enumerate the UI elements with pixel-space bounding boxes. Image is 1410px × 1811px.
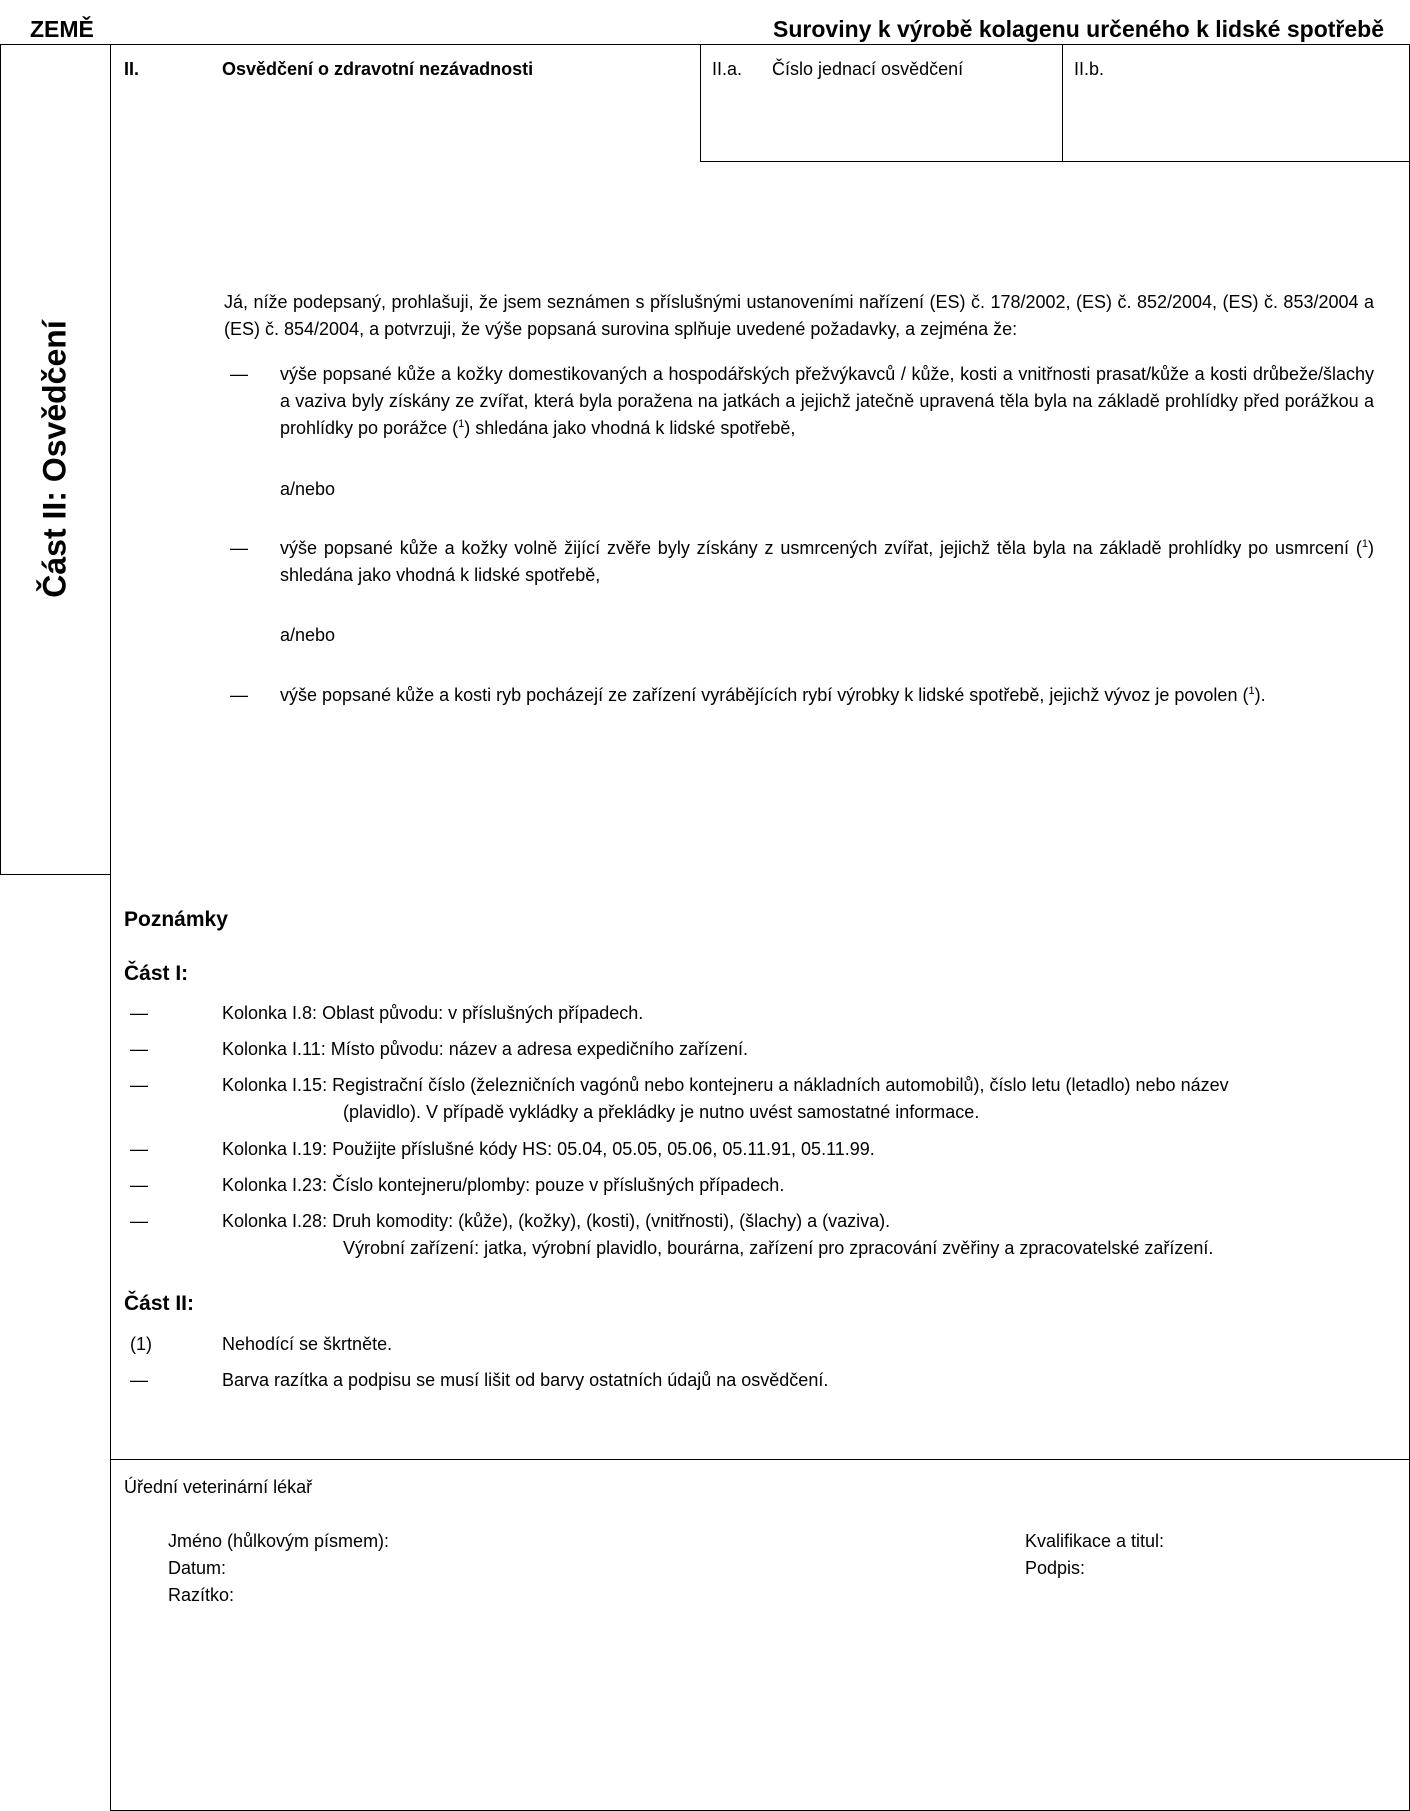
note-dash: — [130,1175,148,1195]
certification-dash-1: — [230,364,248,384]
part2-item-1: Nehodící se škrtněte. [222,1334,393,1354]
note-dash: — [130,1139,148,1159]
stamp-label: Razítko: [168,1585,235,1605]
document-title: Suroviny k výrobě kolagenu určeného k lidské spotřebě [773,16,1384,42]
footnote-marker: (1) [130,1334,152,1354]
certification-dash-2: — [230,538,248,558]
signature-label: Podpis: [1025,1558,1086,1578]
vertical-title-bottom-line [0,874,111,875]
note-dash: — [130,1370,148,1390]
section-title: Osvědčení o zdravotní nezávadnosti [222,59,534,79]
ref-label: Číslo jednací osvědčení [772,59,964,79]
note-item-4: Kolonka I.19: Použijte příslušné kódy HS: 05.04, 05.05, 05.06, 05.11.91, 05.11.99. [222,1139,875,1159]
certification-dash-3: — [230,685,248,705]
frame-top-line [0,44,1410,45]
notes-bottom-line [110,1459,1410,1460]
vertical-title-divider [110,44,111,1811]
note-dash: — [130,1075,148,1095]
certification-or-2: a/nebo [280,625,336,645]
note-dash: — [130,1211,148,1231]
header-cell-divider-a [700,44,701,162]
note-dash: — [130,1003,148,1023]
section-number: II. [124,59,140,79]
note-item-6-continuation: Výrobní zařízení: jatka, výrobní plavidlo, bourárna, zařízení pro zpracování zvěřiny a zpracovatelské zařízení. [343,1238,1214,1258]
note-item-3: Kolonka I.15: Registrační číslo (železničních vagónů nebo kontejneru a nákladních automobilů), číslo letu (letadlo) nebo název [222,1075,1229,1095]
part2-heading: Část II: [124,1292,195,1315]
header-cells-bottom-line [700,161,1410,162]
footnote-mark: 1 [1361,538,1368,550]
vertical-part-title [0,44,110,874]
part1-heading: Část I: [124,962,189,985]
note-item-1: Kolonka I.8: Oblast původu: v příslušných případech. [222,1003,644,1023]
footnote-mark: 1 [458,418,465,430]
note-item-3-continuation: (plavidlo). V případě vykládky a překládky je nutno uvést samostatné informace. [343,1102,980,1122]
official-veterinarian-label: Úřední veterinární lékař [124,1477,313,1497]
notes-heading: Poznámky [124,908,228,931]
date-label: Datum: [168,1558,227,1578]
note-item-2: Kolonka I.11: Místo původu: název a adresa expedičního zařízení. [222,1039,748,1059]
note-item-5: Kolonka I.23: Číslo kontejneru/plomby: pouze v příslušných případech. [222,1175,785,1195]
ref-code: II.a. [712,59,743,79]
vertical-title-text: Část II: Osvědčení [36,320,73,598]
certification-or-1: a/nebo [280,479,336,499]
certification-item-1: výše popsané kůže a kožky domestikovaných a hospodářských přežvýkavců / kůže, kosti a vnitřnosti prasat/kůže a kosti drůbeže/šlachy a vaziva byly získány ze zvířat, která byla poražena na jatkách a jejichž jatečně upravená těla byla na základě prohlídky před porážkou a prohlídky po porážce ($^1$) shledána jako vhodná k lidské spotřebě, [280,364,1374,438]
certification-item-3: výše popsané kůže a kosti ryb pocházejí ze zařízení vyrábějících rybí výrobky k lidské spotřebě, jejichž vývoz je povolen ($^1$). [280,685,1266,705]
name-label: Jméno (hůlkovým písmem): [168,1531,390,1551]
certification-intro: Já, níže podepsaný, prohlašuji, že jsem seznámen s příslušnými ustanoveními nařízení (ES) č. 178/2002, (ES) č. 852/2004, (ES) č. 853/2004 a (ES) č. 854/2004, a potvrzuji, že výše popsaná surovina splňuje uvedené požadavky, a zejména že: [224,292,1374,339]
footnote-mark: 1 [1248,685,1255,697]
part2-item-2: Barva razítka a podpisu se musí lišit od barvy ostatních údajů na osvědčení. [222,1370,829,1390]
note-item-6: Kolonka I.28: Druh komodity: (kůže), (kožky), (kosti), (vnitřnosti), (šlachy) a (vaziva). [222,1211,891,1231]
country-label: ZEMĚ [30,16,94,42]
note-dash: — [130,1039,148,1059]
certification-item-2: výše popsané kůže a kožky volně žijící zvěře byly získány z usmrcených zvířat, jejichž těla byla na základě prohlídky po usmrcení ($^1$) shledána jako vhodná k lidské spotřebě, [280,538,1374,585]
header-cell-divider-b [1062,44,1063,162]
qualification-label: Kvalifikace a titul: [1025,1531,1165,1551]
second-code: II.b. [1074,59,1105,79]
